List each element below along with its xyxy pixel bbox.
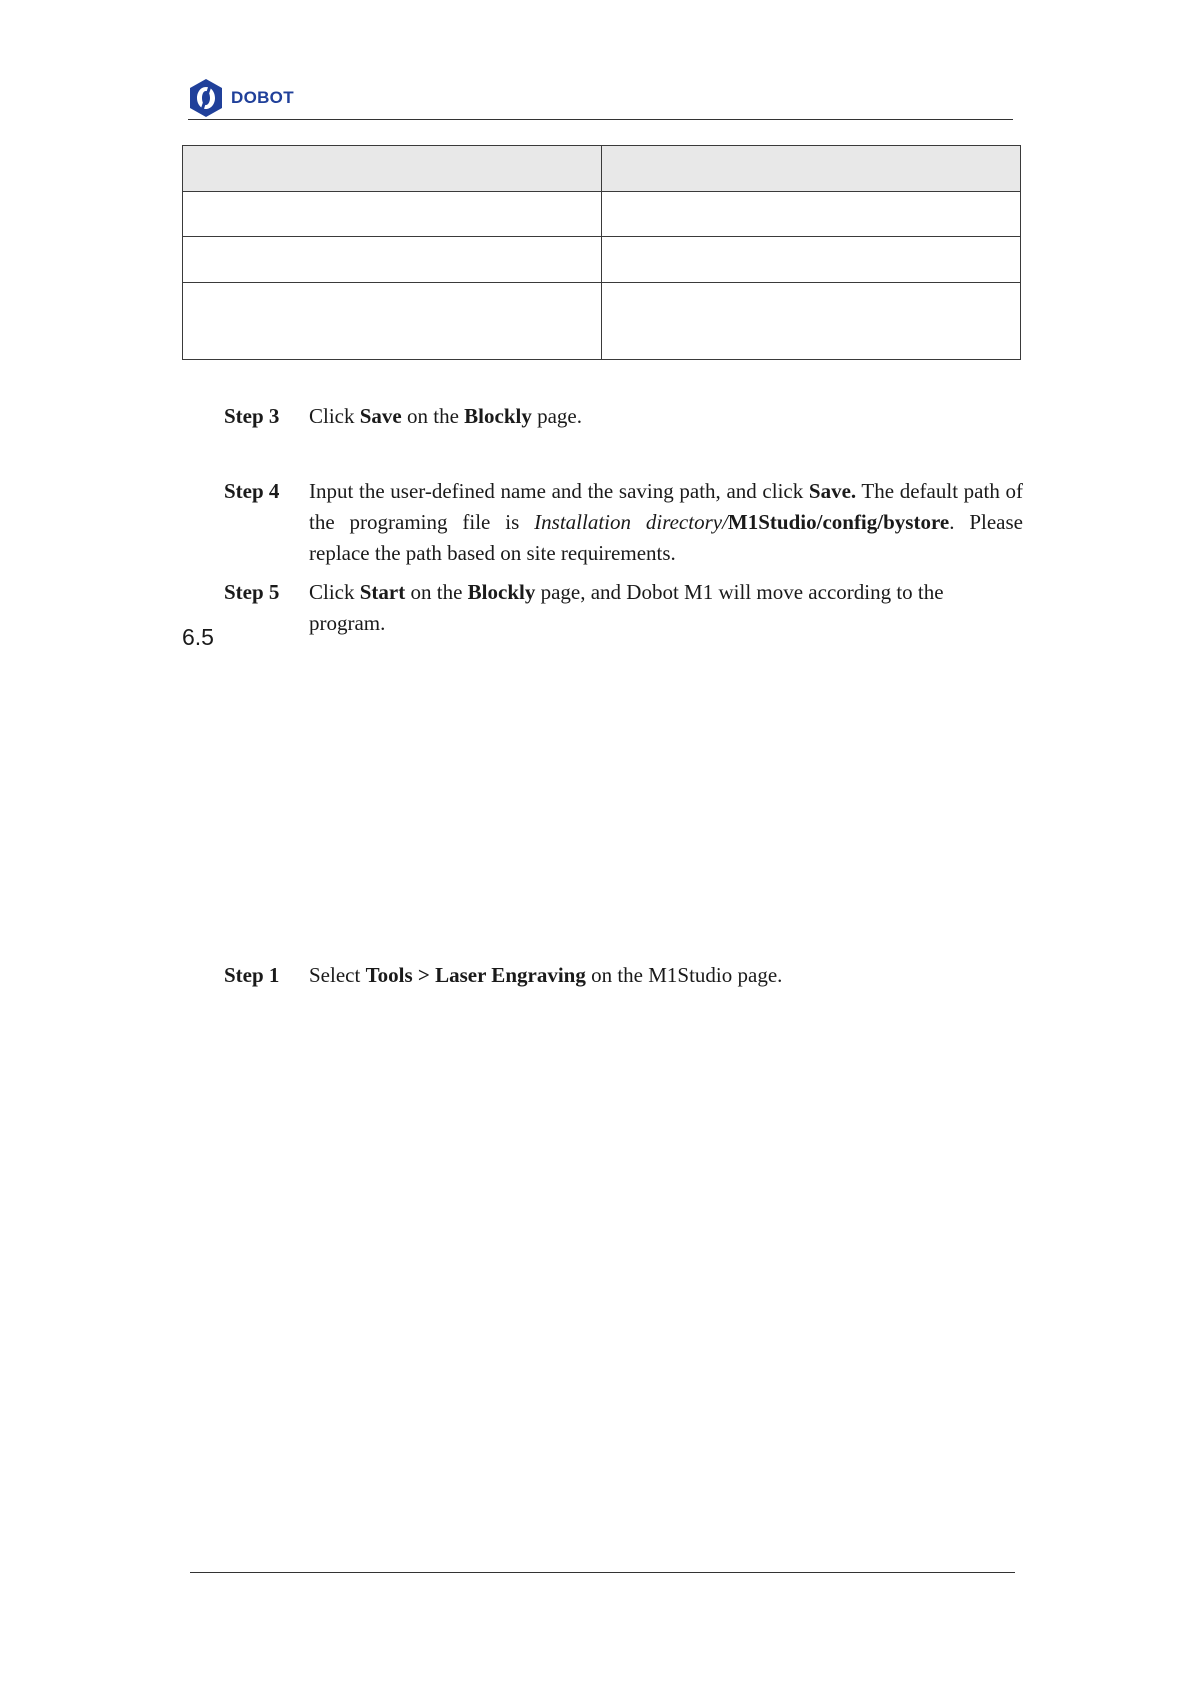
- step-text: [309, 960, 1023, 991]
- step-label: Step 1: [224, 963, 280, 987]
- page-header: [188, 78, 1013, 120]
- text: Select: [309, 963, 366, 987]
- tools-menu-path: Tools > Laser Engraving: [365, 963, 586, 987]
- step-text: [309, 476, 1023, 569]
- text: Click: [309, 580, 360, 604]
- save-label: Save.: [808, 479, 857, 503]
- step-label: Step 3: [224, 404, 280, 428]
- table-cell: [183, 237, 602, 283]
- blockly-label: Blockly: [464, 404, 532, 428]
- parameter-table: [182, 145, 1021, 360]
- table-row: [183, 237, 1021, 283]
- save-label: Save: [359, 404, 402, 428]
- header-divider: [188, 119, 1013, 120]
- step-label: Step 5: [224, 580, 280, 604]
- table-cell: [602, 283, 1021, 360]
- step-text: [309, 401, 1023, 432]
- table-header-cell: [183, 146, 602, 192]
- text: on the M1Studio page.: [585, 963, 783, 987]
- table-cell: [183, 192, 602, 237]
- text: page.: [531, 404, 582, 428]
- text: the programing file is: [309, 510, 535, 534]
- text: replace the path based on site requirements.: [309, 541, 676, 565]
- text: . Please: [949, 510, 1023, 534]
- table-row: [183, 192, 1021, 237]
- start-label: Start: [359, 580, 406, 604]
- text: on the: [405, 580, 468, 604]
- footer-divider: [190, 1572, 1015, 1573]
- install-dir-text: Installation directory/: [534, 510, 728, 534]
- step-text: [309, 577, 1023, 639]
- table-row: [183, 283, 1021, 360]
- text: Input the user-defined name and the saving path, and click: [309, 479, 809, 503]
- text: on the: [401, 404, 465, 428]
- blockly-label: Blockly: [467, 580, 536, 604]
- text: Click: [309, 404, 360, 428]
- text: The default path of: [856, 479, 1023, 503]
- brand-name: DOBOT: [231, 88, 294, 107]
- bystore-path: M1Studio/config/bystore: [727, 510, 950, 534]
- table-cell: [602, 237, 1021, 283]
- dobot-logo: [188, 78, 294, 118]
- section-number: 6.5: [182, 624, 214, 650]
- table-header-cell: [602, 146, 1021, 192]
- table-cell: [602, 192, 1021, 237]
- table-cell: [183, 283, 602, 360]
- step-label: Step 4: [224, 479, 280, 503]
- dobot-hexagon-icon: [188, 78, 224, 118]
- table-header-row: [183, 146, 1021, 192]
- text: page, and Dobot M1 will move according to the program.: [309, 580, 944, 635]
